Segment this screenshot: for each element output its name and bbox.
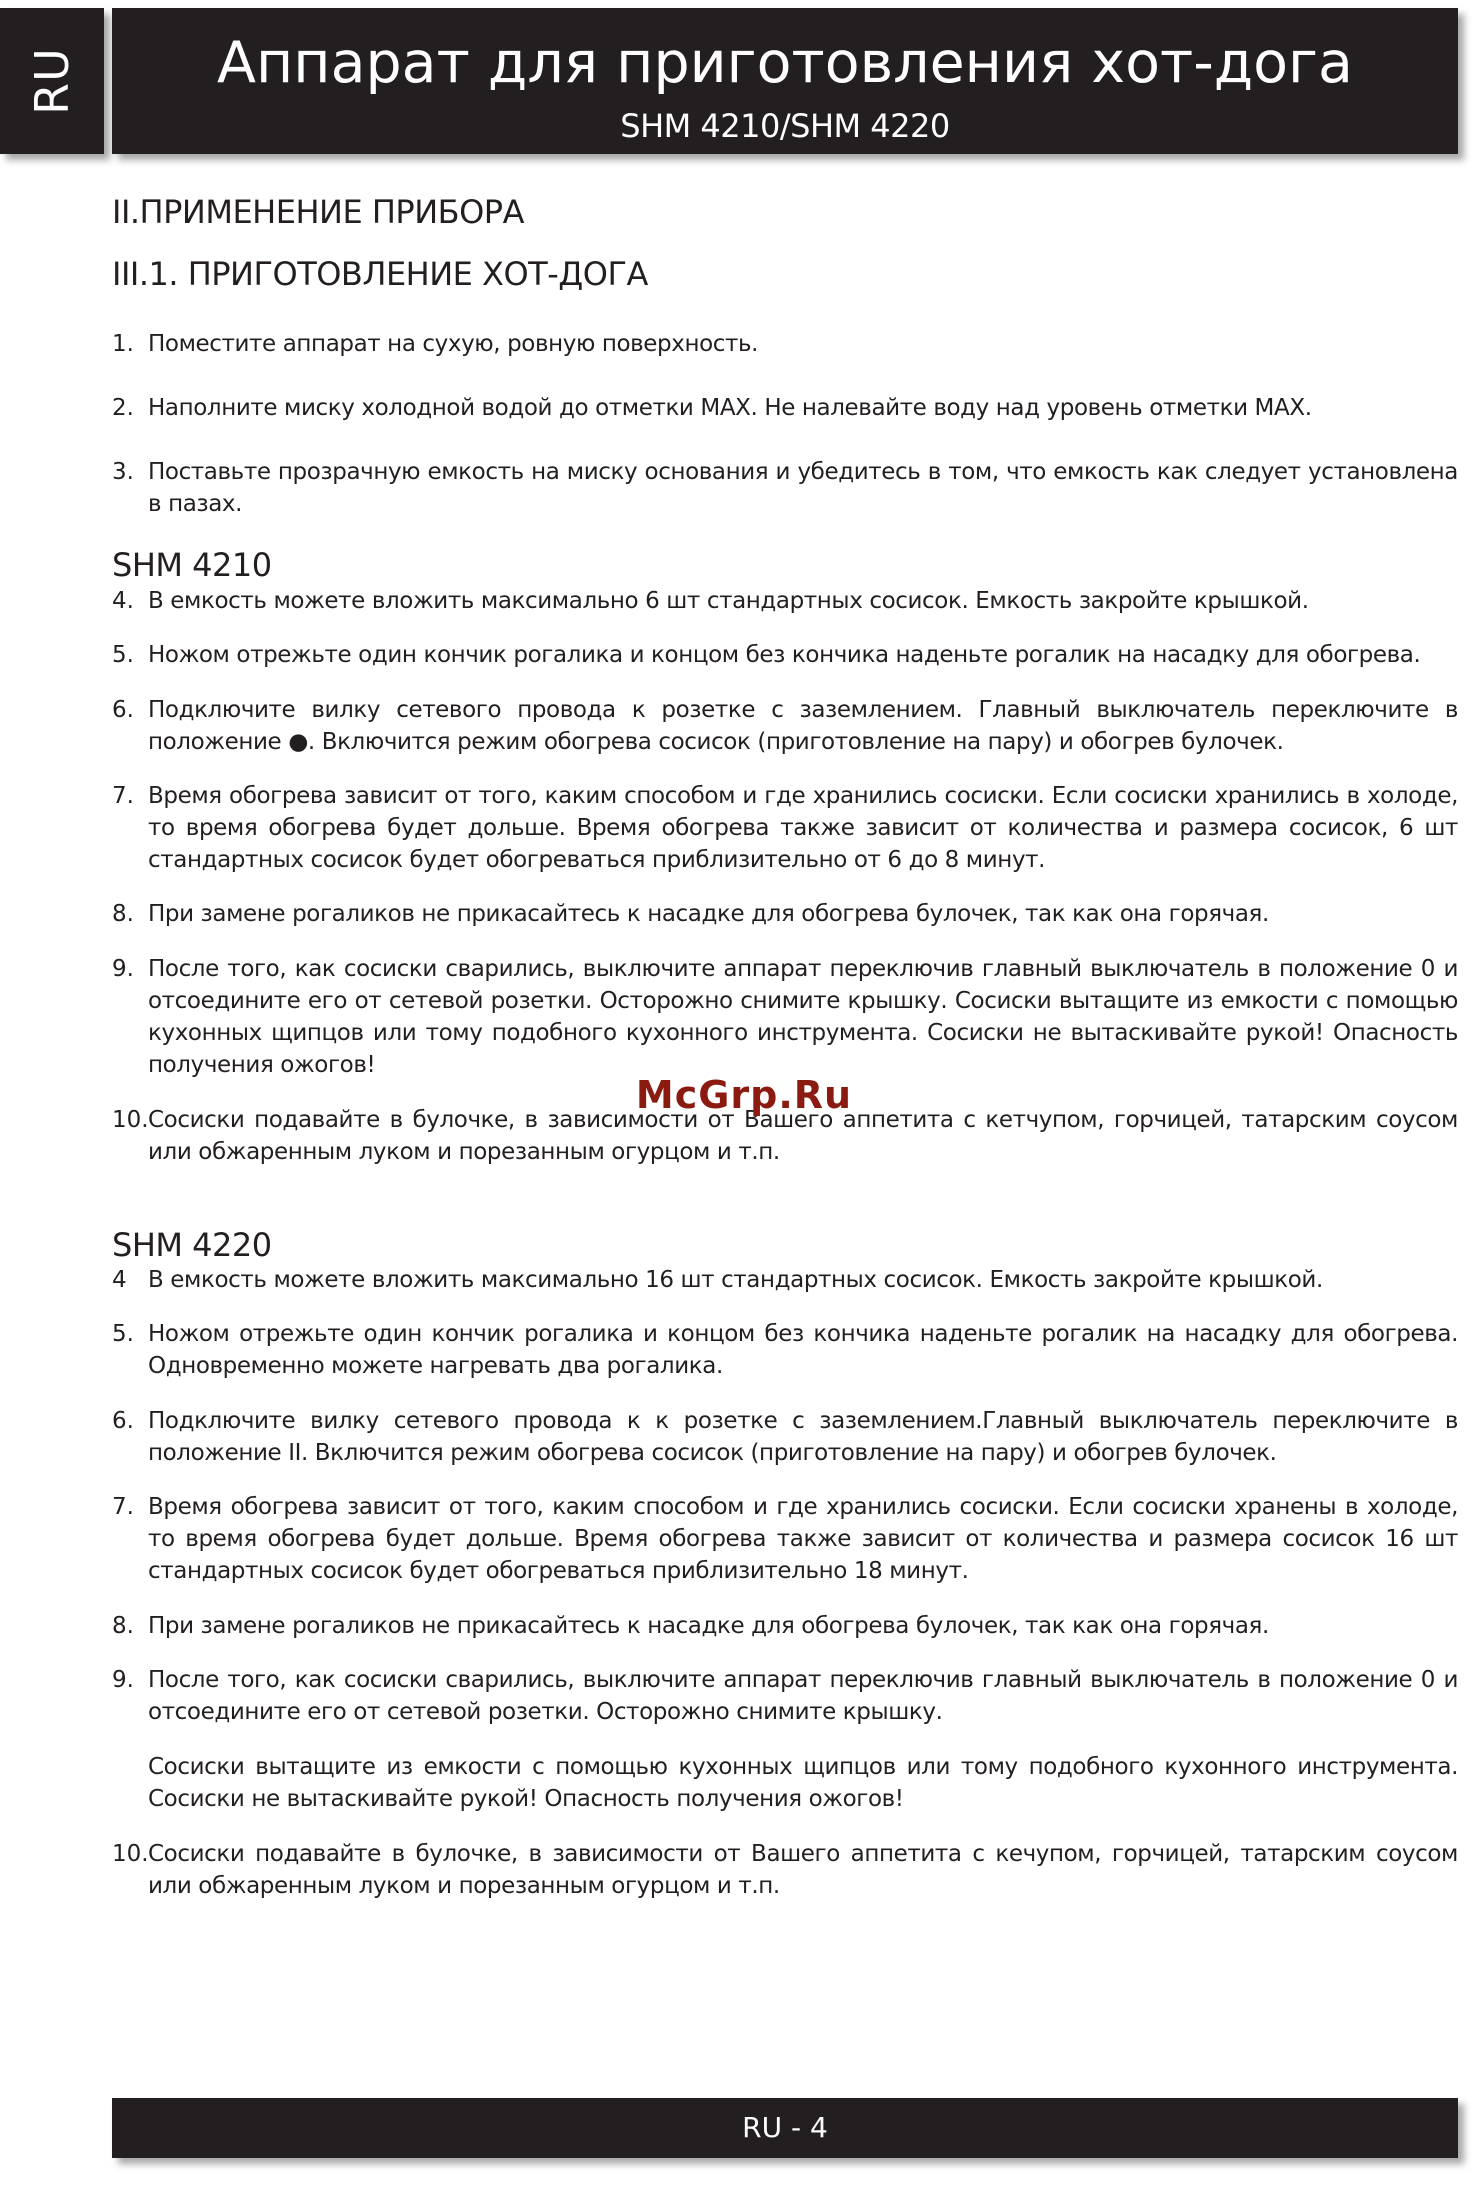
- item-number: 9.: [112, 956, 134, 982]
- item-number: 6.: [112, 1408, 134, 1434]
- item-text: Сосиски подавайте в булочке, в зависимости от Вашего аппетита с кетчупом, горчицей, татарским соусом или обжаренным луком и порезанным огурцом и т.п.: [148, 1107, 1458, 1165]
- item-number: 8.: [112, 1613, 134, 1639]
- list-item: [112, 1405, 1458, 1469]
- page-number: RU - 4: [742, 2111, 828, 2144]
- item-text: Поместите аппарат на сухую, ровную поверхность.: [148, 331, 759, 357]
- item-text: Ножом отрежьте один кончик рогалика и концом без кончика наденьте рогалик на насадку для обогрева.: [148, 642, 1421, 668]
- model-numbers: SHM 4210/SHM 4220: [620, 107, 950, 145]
- list-item: [112, 1491, 1458, 1587]
- list-item: [112, 392, 1458, 424]
- section-heading: II.ПРИМЕНЕНИЕ ПРИБОРА: [112, 193, 524, 231]
- item-number: 5.: [112, 1321, 134, 1347]
- item-number: 7.: [112, 1494, 134, 1520]
- item-text: Ножом отрежьте один кончик рогалика и концом без кончика наденьте рогалик на насадку для обогрева. Одновременно можете нагревать два рогалика.: [148, 1321, 1458, 1379]
- language-label: RU: [25, 47, 79, 115]
- item-text: В емкость можете вложить максимально 6 шт стандартных сосисок. Емкость закройте крышкой.: [148, 588, 1309, 614]
- item-text: После того, как сосиски сварились, выключите аппарат переключив главный выключатель в положение 0 и отсоедините его от сетевой розетки. Осторожно снимите крышку. Сосиски вытащите из емкости с помощью кухонных щипцов или тому подобного кухонного инструмента. Сосиски не вытаскивайте рукой! Опасность получения ожогов!: [148, 956, 1458, 1078]
- item-number: 4: [112, 1267, 127, 1293]
- model-heading-shm4220: SHM 4220: [112, 1226, 272, 1264]
- item-text: После того, как сосиски сварились, выключите аппарат переключив главный выключатель в положение 0 и отсоедините его от сетевой розетки. Осторожно снимите крышку.: [148, 1667, 1458, 1725]
- item-number: 8.: [112, 901, 134, 927]
- list-item: [112, 953, 1458, 1081]
- item-text: При замене рогаликов не прикасайтесь к насадке для обогрева булочек, так как она горячая.: [148, 1613, 1269, 1639]
- watermark: McGrp.Ru: [635, 1073, 853, 1117]
- list-item: [112, 1664, 1458, 1728]
- item-text: Поставьте прозрачную емкость на миску основания и убедитесь в том, что емкость как следует установлена в пазах.: [148, 459, 1458, 517]
- item-number: 1.: [112, 331, 134, 357]
- list-item-continuation: [112, 1751, 1458, 1815]
- item-text: Время обогрева зависит от того, каким способом и где хранились сосиски. Если сосиски хранились в холоде, то время обогрева будет дольше. Время обогрева также зависит от количества и размера сосисок, 6 шт стандартных сосисок будет обогреваться приблизительно от 6 до 8 минут.: [148, 783, 1458, 873]
- page-title: Аппарат для приготовления хот-дога: [217, 30, 1353, 96]
- list-item: [112, 639, 1458, 671]
- item-text: Наполните миску холодной водой до отметки MAX. Не налевайте воду над уровень отметки MAX.: [148, 395, 1312, 421]
- item-text: В емкость можете вложить максимально 16 шт стандартных сосисок. Емкость закройте крышкой.: [148, 1267, 1323, 1293]
- model-heading-shm4210: SHM 4210: [112, 546, 272, 584]
- list-item: [112, 585, 1458, 617]
- item-text: Сосиски вытащите из емкости с помощью кухонных щипцов или тому подобного кухонного инструмента. Сосиски не вытаскивайте рукой! Опасность получения ожогов!: [148, 1754, 1458, 1812]
- list-item: [112, 456, 1458, 520]
- item-number: 2.: [112, 395, 134, 421]
- item-number: 9.: [112, 1667, 134, 1693]
- item-number: 7.: [112, 783, 134, 809]
- item-text: Сосиски подавайте в булочке, в зависимости от Вашего аппетита с кечупом, горчицей, татарским соусом или обжаренным луком и порезанным огурцом и т.п.: [148, 1841, 1458, 1899]
- item-text: При замене рогаликов не прикасайтесь к насадке для обогрева булочек, так как она горячая.: [148, 901, 1269, 927]
- item-number: 3.: [112, 459, 134, 485]
- list-item: [112, 328, 1458, 360]
- item-text: Подключите вилку сетевого провода к к розетке с заземлением.Главный выключатель переключите в положение II. Включится режим обогрева сосисок (приготовление на пару) и обогрев булочек.: [148, 1408, 1458, 1466]
- list-item: [112, 1838, 1458, 1902]
- item-text: Подключите вилку сетевого провода к розетке с заземлением. Главный выключатель переключите в положение ●. Включится режим обогрева сосисок (приготовление на пару) и обогрев булочек.: [148, 697, 1458, 755]
- item-text: Время обогрева зависит от того, каким способом и где хранились сосиски. Если сосиски хранены в холоде, то время обогрева будет дольше. Время обогрева также зависит от количества и размера сосисок 16 шт стандартных сосисок будет обогреваться приблизительно 18 минут.: [148, 1494, 1458, 1584]
- page-header: [112, 8, 1458, 154]
- list-item: [112, 1318, 1458, 1382]
- list-item: [112, 780, 1458, 876]
- item-number: 10.: [112, 1107, 149, 1133]
- list-item: [112, 898, 1458, 930]
- list-item: [112, 1264, 1458, 1296]
- page-footer: [112, 2098, 1458, 2158]
- item-number: 5.: [112, 642, 134, 668]
- item-number: 10.: [112, 1841, 149, 1867]
- language-tab: [0, 8, 104, 154]
- list-item: [112, 694, 1458, 758]
- list-item: [112, 1610, 1458, 1642]
- item-number: 6.: [112, 697, 134, 723]
- section-subheading: III.1. ПРИГОТОВЛЕНИЕ ХОТ-ДОГА: [112, 255, 648, 293]
- item-number: 4.: [112, 588, 134, 614]
